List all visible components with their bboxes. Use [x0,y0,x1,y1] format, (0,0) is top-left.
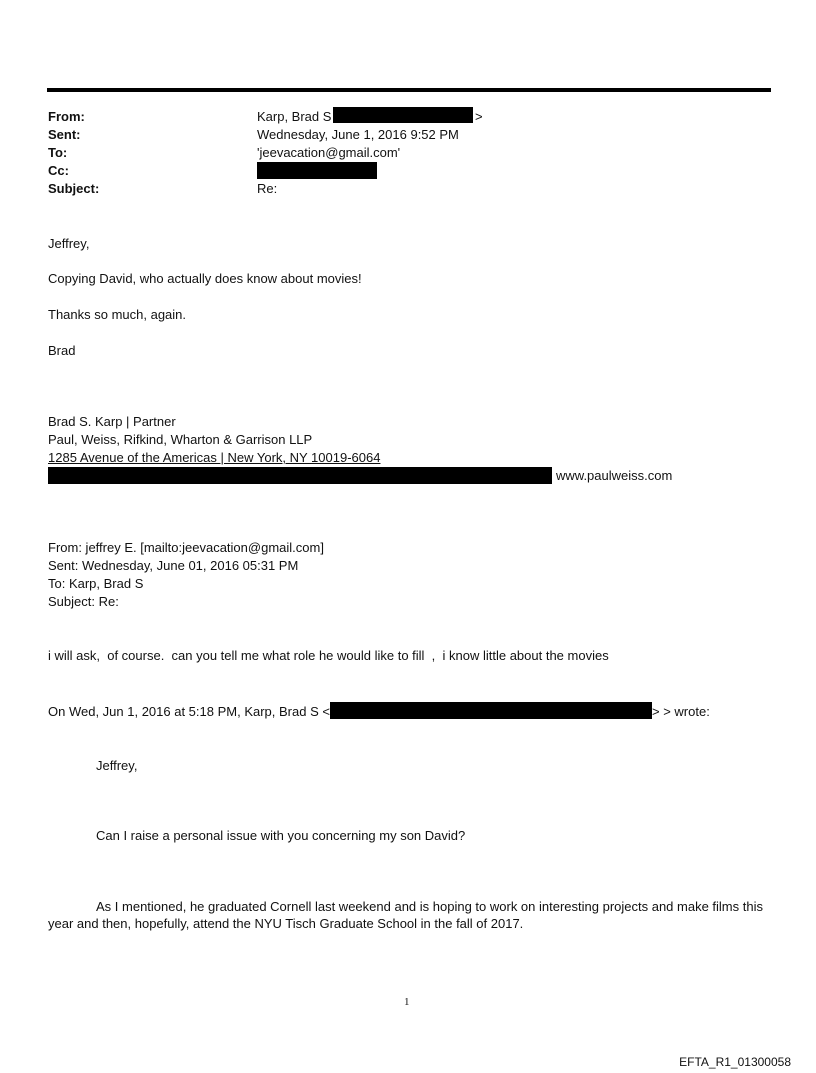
forwarded-body: i will ask, of course. can you tell me what role he would like to fill , i know little about the movies [48,648,609,663]
quoted-intro-suffix: > > wrote: [652,704,710,719]
forwarded-subject: Subject: Re: [48,594,119,609]
signature-name: Brad S. Karp | Partner [48,414,176,429]
redaction-block [257,162,377,179]
reply-greeting: Jeffrey, [48,236,90,251]
to-value: 'jeevacation@gmail.com' [257,145,401,160]
document-id: EFTA_R1_01300058 [679,1055,791,1069]
subject-label: Subject: [48,181,100,196]
to-label: To: [48,145,68,160]
redaction-block [330,702,652,719]
quoted-intro-prefix: On Wed, Jun 1, 2016 at 5:18 PM, Karp, Brad S < [48,704,330,719]
cc-label: Cc: [48,163,69,178]
from-value: Karp, Brad S [257,109,332,124]
reply-signoff: Brad [48,343,76,358]
signature-website[interactable]: www.paulweiss.com [556,468,673,483]
signature-address: 1285 Avenue of the Americas | New York, NY 10019-6064 [48,450,381,465]
reply-line: Copying David, who actually does know about movies! [48,271,362,286]
redaction-block [48,467,552,484]
from-suffix: > [475,109,483,124]
header-divider [47,88,771,92]
forwarded-sent: Sent: Wednesday, June 01, 2016 05:31 PM [48,558,299,573]
sent-value: Wednesday, June 1, 2016 9:52 PM [257,127,459,142]
forwarded-to: To: Karp, Brad S [48,576,144,591]
reply-line: Thanks so much, again. [48,307,187,322]
forwarded-from: From: jeffrey E. [mailto:jeevacation@gmail.com] [48,540,324,555]
quoted-line: Can I raise a personal issue with you concerning my son David? [96,828,466,843]
signature-firm: Paul, Weiss, Rifkind, Wharton & Garrison LLP [48,432,313,447]
redaction-block [333,107,473,123]
quoted-greeting: Jeffrey, [96,758,138,773]
from-label: From: [48,109,85,124]
quoted-paragraph: As I mentioned, he graduated Cornell last weekend and is hoping to work on interesting projects and make films this year and then, hopefully, attend the NYU Tisch Graduate School in the fall of 2017. [48,899,763,931]
sent-label: Sent: [48,127,81,142]
subject-value: Re: [257,181,278,196]
page-number: 1 [404,996,410,1008]
